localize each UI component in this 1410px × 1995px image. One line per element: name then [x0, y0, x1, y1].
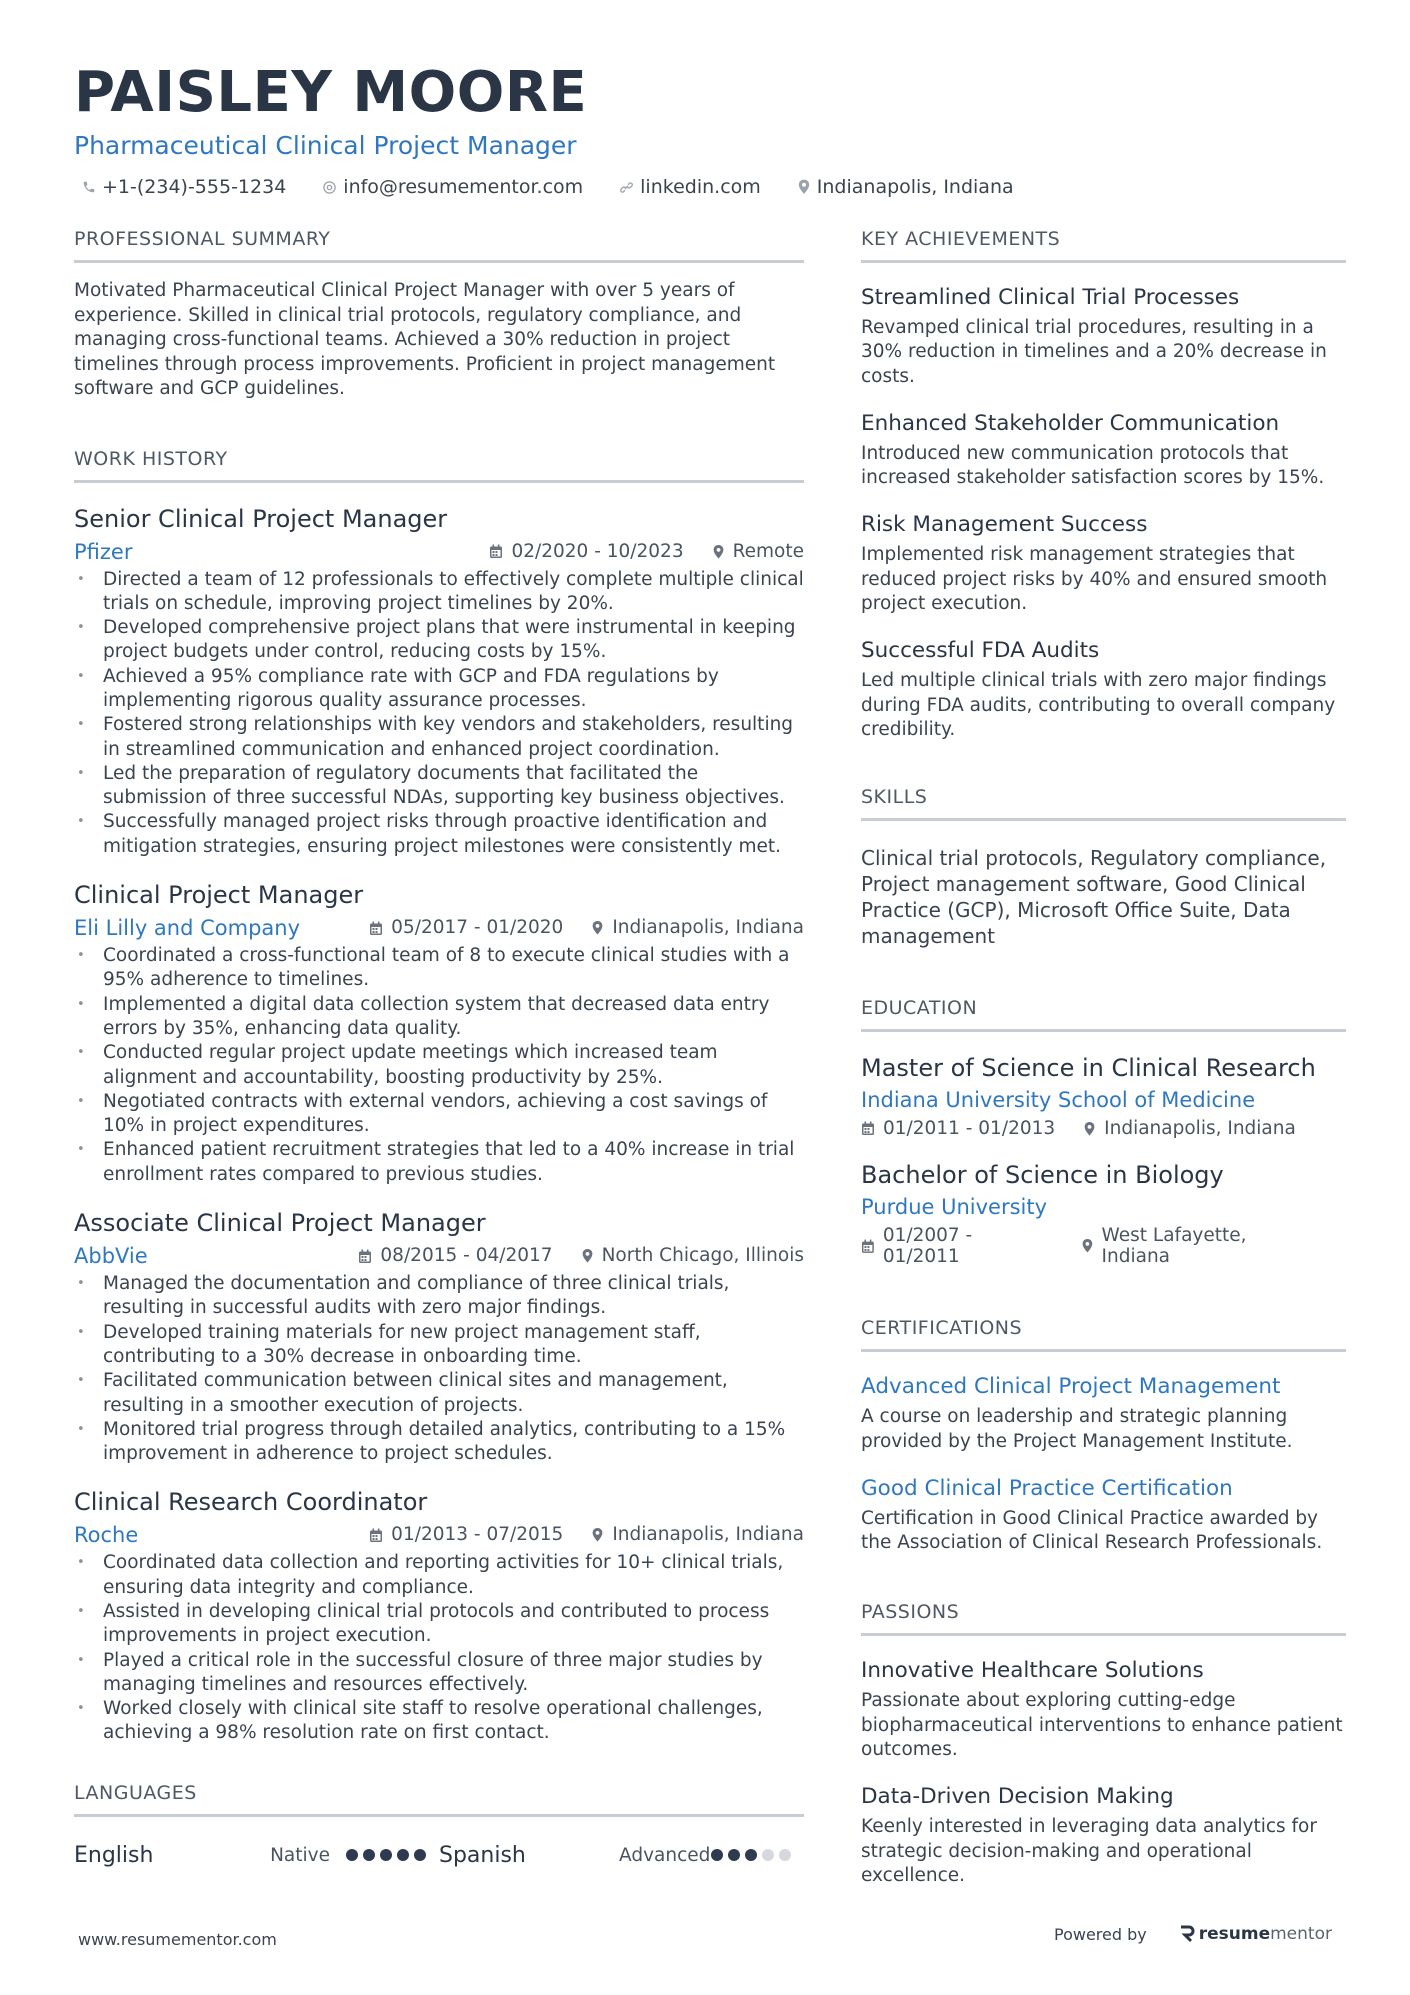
location-pin-icon — [1083, 1121, 1096, 1137]
job-bullets — [74, 568, 804, 860]
location-text: North Chicago, Illinois — [601, 1245, 804, 1267]
passion-desc: Keenly interested in leveraging data analytics for strategic decision-making and operational excellence. — [861, 1816, 1317, 1886]
location-pin-icon — [581, 1248, 594, 1264]
location-text: West Lafayette, Indiana — [1101, 1225, 1247, 1268]
language-item — [74, 1843, 439, 1868]
job-bullet: • Coordinated data collection and reporting activities for 10+ clinical trials, ensuring data integrity and compliance. — [74, 1551, 804, 1600]
language-name: Spanish — [439, 1842, 526, 1868]
achievement-title: Successful FDA Audits — [861, 638, 1100, 664]
email-text: info@resumementor.com — [343, 176, 584, 198]
location-pin-icon — [1081, 1238, 1094, 1254]
job-bullet: • Worked closely with clinical site staff to resolve operational challenges, achieving a 98% resolution rate on first contact. — [74, 1697, 804, 1746]
school-name: Purdue University — [861, 1195, 1048, 1220]
degree-title: Master of Science in Clinical Research — [861, 1054, 1316, 1083]
education-list — [861, 1052, 1346, 1267]
dates-text: 08/2015 - 04/2017 — [380, 1245, 553, 1267]
calendar-icon — [861, 1239, 875, 1254]
calendar-icon — [369, 921, 383, 936]
language-list — [74, 1843, 804, 1868]
job-meta — [74, 1242, 804, 1270]
rating-dot — [728, 1849, 740, 1861]
calendar-icon — [358, 1249, 372, 1264]
job-bullet: • Developed training materials for new project management staff, contributing to a 30% decrease in onboarding time. — [74, 1321, 804, 1370]
education-location — [1081, 1225, 1318, 1267]
language-level: Native — [270, 1844, 330, 1866]
job-bullet: • Enhanced patient recruitment strategies that led to a 40% increase in trial enrollment rates compared to previous studies. — [74, 1138, 804, 1187]
education-dates — [861, 1118, 1055, 1139]
certification-title: Advanced Clinical Project Management — [861, 1374, 1281, 1400]
job-bullet: • Directed a team of 12 professionals to effectively complete multiple clinical trials on schedule, improving project timelines by 20%. — [74, 568, 804, 617]
job-bullet: • Fostered strong relationships with key vendors and stakeholders, resulting in streamlined communication and enhanced project coordination. — [74, 713, 804, 762]
candidate-name: PAISLEY MOORE — [74, 60, 588, 125]
education-item — [861, 1052, 1346, 1139]
job-entry — [74, 879, 804, 1187]
section-heading: SKILLS — [861, 784, 1346, 821]
language-level: Advanced — [619, 1844, 711, 1866]
linkedin-text: linkedin.com — [640, 176, 761, 198]
summary-text: Motivated Pharmaceutical Clinical Project Manager with over 5 years of experience. Skilled in clinical trial protocols, regulatory compliance, and managing cross-functional teams. Achieved a 30% reduction in project timelines through process improvements. Proficient in project management software and GCP guidelines. — [74, 280, 776, 399]
rating-dot — [380, 1849, 392, 1861]
summary-section — [74, 226, 804, 402]
dates-text: 01/2011 - 01/2013 — [883, 1118, 1056, 1140]
achievements-section — [861, 226, 1346, 742]
job-bullet: • Conducted regular project update meetings which increased team alignment and accountability, boosting productivity by 25%. — [74, 1041, 804, 1090]
rating-dot — [762, 1849, 774, 1861]
passion-item — [861, 1782, 1346, 1888]
work-history-section — [74, 446, 804, 1746]
job-list — [74, 503, 804, 1746]
brand-logo[interactable] — [1179, 1924, 1332, 1944]
job-meta — [74, 538, 804, 566]
location-pin-icon — [591, 1527, 604, 1543]
right-column — [861, 226, 1346, 1888]
job-dates — [358, 1242, 552, 1270]
achievement-desc: Led multiple clinical trials with zero major findings during FDA audits, contributing to overall company credibility. — [861, 670, 1336, 740]
rating-dot — [745, 1849, 757, 1861]
contact-location — [797, 176, 1014, 198]
job-bullets — [74, 944, 804, 1187]
job-bullet: • Achieved a 95% compliance rate with GCP and FDA regulations by implementing rigorous quality assurance processes. — [74, 665, 804, 714]
job-entry — [74, 1486, 804, 1745]
job-bullet: • Led the preparation of regulatory documents that facilitated the submission of three successful NDAs, supporting key business objectives. — [74, 762, 804, 811]
contact-linkedin[interactable] — [619, 176, 761, 198]
achievement-desc: Introduced new communication protocols that increased stakeholder satisfaction scores by 15%. — [861, 442, 1325, 489]
brand-bold-text: resume — [1198, 1924, 1271, 1944]
passion-list — [861, 1656, 1346, 1888]
job-bullet: • Monitored trial progress through detailed analytics, contributing to a 15% improvement in adherence to project schedules. — [74, 1418, 804, 1467]
language-item — [439, 1843, 804, 1868]
job-location — [591, 1521, 804, 1549]
job-bullet: • Coordinated a cross-functional team of 8 to execute clinical studies with a 95% adherence to timelines. — [74, 944, 804, 993]
company-name: Eli Lilly and Company — [74, 916, 301, 941]
passion-title: Innovative Healthcare Solutions — [861, 1658, 1204, 1684]
job-bullet: • Managed the documentation and compliance of three clinical trials, resulting in successful audits with zero major findings. — [74, 1272, 804, 1321]
location-text: Indianapolis, Indiana — [612, 1524, 804, 1546]
certification-item — [861, 1372, 1346, 1454]
section-heading: WORK HISTORY — [74, 446, 804, 483]
achievement-item — [861, 409, 1346, 491]
languages-section — [74, 1780, 804, 1868]
skills-text: Clinical trial protocols, Regulatory compliance, Project management software, Good Clinical Practice (GCP), Microsoft Office Suite, Data management — [861, 846, 1327, 949]
achievement-item — [861, 636, 1346, 742]
section-heading: PROFESSIONAL SUMMARY — [74, 226, 804, 263]
education-dates — [861, 1225, 1053, 1267]
calendar-icon — [489, 544, 503, 559]
calendar-icon — [861, 1121, 875, 1136]
section-heading: KEY ACHIEVEMENTS — [861, 226, 1346, 263]
resume-header — [74, 58, 1344, 198]
location-text: Indianapolis, Indiana — [1104, 1118, 1296, 1140]
company-name: Roche — [74, 1523, 139, 1548]
certification-list — [861, 1372, 1346, 1555]
job-title: Clinical Research Coordinator — [74, 1488, 428, 1517]
location-pin-icon — [591, 920, 604, 936]
location-text: Indianapolis, Indiana — [816, 176, 1014, 198]
job-title: Senior Clinical Project Manager — [74, 504, 448, 533]
job-bullet: • Assisted in developing clinical trial protocols and contributed to process improvements in project execution. — [74, 1600, 804, 1649]
footer-website[interactable]: www.resumementor.com — [78, 1930, 277, 1949]
certification-desc: Certification in Good Clinical Practice awarded by the Association of Clinical Research Professionals. — [861, 1507, 1323, 1554]
achievement-item — [861, 510, 1346, 616]
rating-dot — [779, 1849, 791, 1861]
rating-dot — [414, 1849, 426, 1861]
dates-text: 02/2020 - 10/2023 — [511, 540, 684, 562]
contact-email[interactable] — [322, 176, 583, 198]
job-dates — [489, 538, 683, 566]
location-pin-icon — [797, 179, 811, 195]
language-rating — [346, 1849, 431, 1861]
education-item — [861, 1159, 1346, 1267]
job-entry — [74, 503, 804, 860]
location-text: Remote — [732, 540, 804, 562]
left-column — [74, 226, 804, 1868]
job-bullet: • Negotiated contracts with external vendors, achieving a cost savings of 10% in project expenditures. — [74, 1090, 804, 1139]
education-section — [861, 995, 1346, 1267]
job-bullet: • Played a critical role in the successful closure of three major studies by managing timelines and resources effectively. — [74, 1649, 804, 1698]
school-name: Indiana University School of Medicine — [861, 1088, 1256, 1113]
phone-icon — [82, 180, 96, 194]
job-bullet: • Facilitated communication between clinical sites and management, resulting in a smoother execution of projects. — [74, 1369, 804, 1418]
dates-text: 01/2013 - 07/2015 — [391, 1524, 564, 1546]
job-location — [712, 538, 804, 566]
education-meta — [861, 1118, 1346, 1139]
brand-light-text: mentor — [1270, 1924, 1332, 1944]
dates-text: 01/2007 - 01/2011 — [882, 1225, 973, 1268]
education-location — [1083, 1118, 1296, 1139]
certification-desc: A course on leadership and strategic planning provided by the Project Management Institute. — [861, 1406, 1293, 1452]
section-heading: PASSIONS — [861, 1599, 1346, 1636]
job-bullets — [74, 1272, 804, 1466]
language-rating — [711, 1849, 796, 1861]
company-name: AbbVie — [74, 1244, 148, 1269]
phone-text: +1-(234)-555-1234 — [102, 176, 287, 198]
section-heading: EDUCATION — [861, 995, 1346, 1032]
certifications-section — [861, 1315, 1346, 1555]
certification-title: Good Clinical Practice Certification — [861, 1475, 1233, 1501]
dates-text: 05/2017 - 01/2020 — [391, 917, 564, 939]
section-heading: LANGUAGES — [74, 1780, 804, 1817]
language-name: English — [74, 1842, 154, 1868]
job-meta — [74, 1521, 804, 1549]
contact-phone[interactable] — [82, 176, 286, 198]
resumementor-logo-icon — [1179, 1925, 1195, 1943]
job-bullets — [74, 1551, 804, 1745]
candidate-title: Pharmaceutical Clinical Project Manager — [74, 131, 577, 160]
job-bullet: • Developed comprehensive project plans that were instrumental in keeping project budgets under control, reducing costs by 15%. — [74, 616, 804, 665]
link-icon — [619, 180, 634, 195]
skills-section — [861, 784, 1346, 949]
achievement-title: Enhanced Stakeholder Communication — [861, 410, 1280, 436]
job-dates — [369, 1521, 563, 1549]
achievement-item — [861, 283, 1346, 389]
passion-desc: Passionate about exploring cutting-edge biopharmaceutical interventions to enhance patient outcomes. — [861, 1690, 1343, 1761]
achievement-list — [861, 283, 1346, 742]
achievement-title: Risk Management Success — [861, 512, 1148, 538]
job-dates — [369, 914, 563, 942]
achievement-title: Streamlined Clinical Trial Processes — [861, 285, 1240, 310]
location-text: Indianapolis, Indiana — [612, 917, 804, 939]
rating-dot — [346, 1849, 358, 1861]
rating-dot — [711, 1849, 723, 1861]
achievement-desc: Implemented risk management strategies that reduced project risks by 40% and ensured smooth project execution. — [861, 544, 1328, 615]
footer-brand — [1054, 1924, 1332, 1944]
passion-item — [861, 1656, 1346, 1762]
job-entry — [74, 1207, 804, 1466]
job-title: Clinical Project Manager — [74, 881, 364, 910]
degree-title: Bachelor of Science in Biology — [861, 1161, 1224, 1190]
achievement-desc: Revamped clinical trial procedures, resulting in a 30% reduction in timelines and a 20% decrease in costs. — [861, 317, 1327, 387]
job-bullet: • Successfully managed project risks through proactive identification and mitigation strategies, ensuring project milestones were consistently met. — [74, 810, 804, 859]
job-location — [581, 1242, 804, 1270]
job-bullet: • Implemented a digital data collection system that decreased data entry errors by 35%, enhancing data quality. — [74, 993, 804, 1042]
passions-section — [861, 1599, 1346, 1888]
education-meta — [861, 1225, 1346, 1267]
job-title: Associate Clinical Project Manager — [74, 1209, 486, 1238]
certification-item — [861, 1474, 1346, 1556]
section-heading: CERTIFICATIONS — [861, 1315, 1346, 1352]
calendar-icon — [369, 1528, 383, 1543]
rating-dot — [397, 1849, 409, 1861]
rating-dot — [363, 1849, 375, 1861]
job-location — [591, 914, 804, 942]
company-name: Pfizer — [74, 539, 133, 564]
job-meta — [74, 914, 804, 942]
contact-bar — [74, 176, 1344, 198]
at-icon — [322, 180, 337, 195]
location-pin-icon — [712, 544, 725, 560]
powered-by-label: Powered by — [1054, 1924, 1147, 1944]
passion-title: Data-Driven Decision Making — [861, 1784, 1174, 1810]
